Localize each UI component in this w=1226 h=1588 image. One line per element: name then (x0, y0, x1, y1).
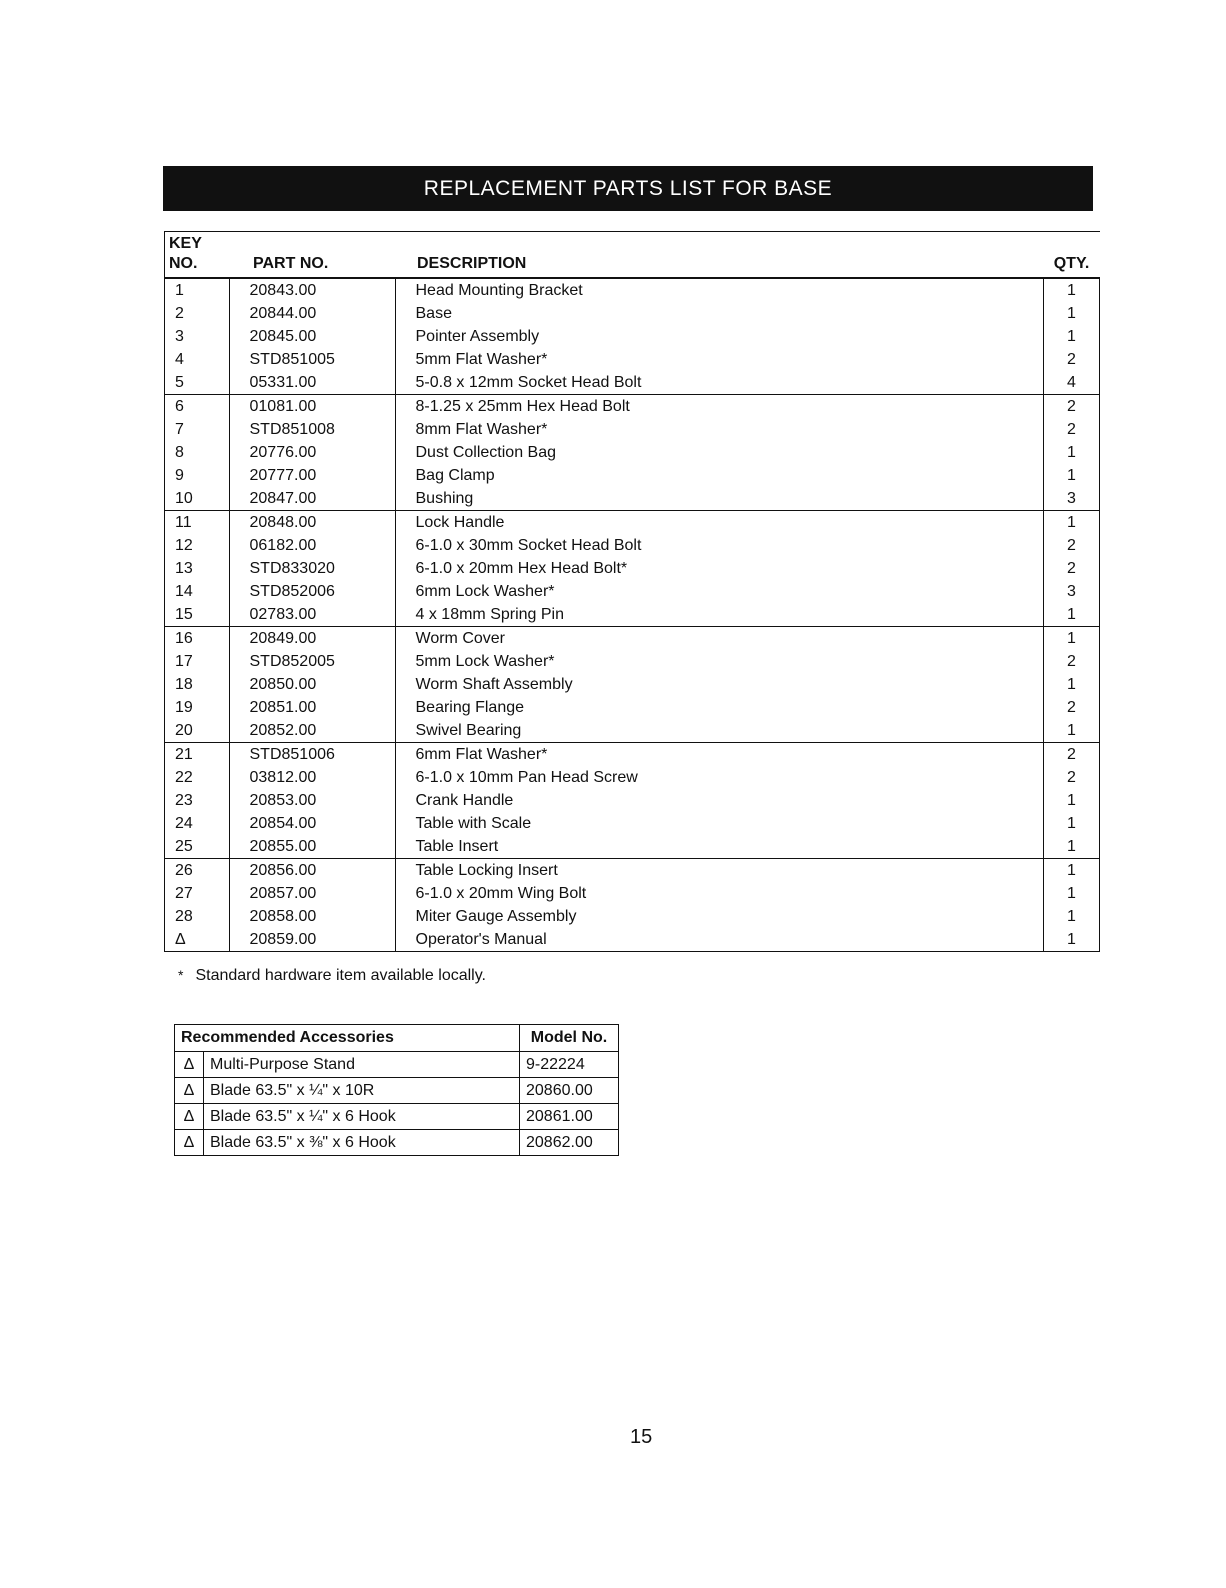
accessory-row (175, 1052, 619, 1078)
part-no-cell: 20859.00 (229, 928, 395, 952)
description-cell: Bushing (395, 487, 1044, 511)
qty-header: QTY. (1044, 232, 1100, 279)
part-no-cell: 20845.00 (229, 325, 395, 348)
qty-cell: 1 (1044, 627, 1100, 651)
qty-cell: 1 (1044, 603, 1100, 627)
description-cell: 5mm Lock Washer* (395, 650, 1044, 673)
accessory-row (175, 1130, 619, 1156)
qty-cell: 1 (1044, 464, 1100, 487)
parts-table-row (165, 835, 1100, 859)
parts-table-row (165, 603, 1100, 627)
description-cell: Base (395, 302, 1044, 325)
key-no-cell: 1 (165, 278, 230, 302)
key-no-cell: 7 (165, 418, 230, 441)
parts-table-row (165, 905, 1100, 928)
description-cell: 6mm Flat Washer* (395, 743, 1044, 767)
description-header: DESCRIPTION (395, 232, 1044, 279)
qty-cell: 4 (1044, 371, 1100, 395)
key-no-cell: 2 (165, 302, 230, 325)
accessory-row (175, 1104, 619, 1130)
description-cell: 6-1.0 x 30mm Socket Head Bolt (395, 534, 1044, 557)
page-number: 15 (630, 1426, 653, 1448)
parts-table-row (165, 371, 1100, 395)
part-no-cell: 20857.00 (229, 882, 395, 905)
part-no-cell: STD833020 (229, 557, 395, 580)
accessory-model-no: 20860.00 (520, 1078, 619, 1104)
description-cell: Crank Handle (395, 789, 1044, 812)
description-cell: 6-1.0 x 10mm Pan Head Screw (395, 766, 1044, 789)
part-no-cell: STD852005 (229, 650, 395, 673)
qty-cell: 1 (1044, 812, 1100, 835)
key-no-cell: 17 (165, 650, 230, 673)
qty-cell: 1 (1044, 673, 1100, 696)
accessory-description: Blade 63.5" x ⅜" x 6 Hook (204, 1130, 520, 1156)
part-no-cell: STD851006 (229, 743, 395, 767)
parts-table-row (165, 395, 1100, 419)
part-no-cell: 20776.00 (229, 441, 395, 464)
part-no-cell: 20843.00 (229, 278, 395, 302)
description-cell: 6-1.0 x 20mm Hex Head Bolt* (395, 557, 1044, 580)
qty-cell: 1 (1044, 325, 1100, 348)
accessory-description: Multi-Purpose Stand (204, 1052, 520, 1078)
part-no-cell: 20855.00 (229, 835, 395, 859)
qty-cell: 3 (1044, 580, 1100, 603)
qty-cell: 1 (1044, 511, 1100, 535)
qty-cell: 1 (1044, 835, 1100, 859)
key-no-cell: Δ (165, 928, 230, 952)
part-no-cell: 06182.00 (229, 534, 395, 557)
key-no-cell: 8 (165, 441, 230, 464)
part-no-cell: STD851008 (229, 418, 395, 441)
description-cell: 4 x 18mm Spring Pin (395, 603, 1044, 627)
key-no-header: KEY NO. (165, 232, 230, 279)
parts-table-row (165, 487, 1100, 511)
key-no-cell: 14 (165, 580, 230, 603)
qty-cell: 1 (1044, 905, 1100, 928)
qty-cell: 2 (1044, 348, 1100, 371)
parts-table-row (165, 766, 1100, 789)
part-no-cell: STD851005 (229, 348, 395, 371)
part-no-cell: 03812.00 (229, 766, 395, 789)
parts-table-row (165, 325, 1100, 348)
parts-table-body (165, 278, 1100, 952)
qty-cell: 1 (1044, 928, 1100, 952)
part-no-cell: 20850.00 (229, 673, 395, 696)
description-cell: Table Insert (395, 835, 1044, 859)
description-cell: 8mm Flat Washer* (395, 418, 1044, 441)
key-no-cell: 13 (165, 557, 230, 580)
parts-table-row (165, 302, 1100, 325)
key-no-cell: 18 (165, 673, 230, 696)
part-no-cell: 20849.00 (229, 627, 395, 651)
key-no-cell: 11 (165, 511, 230, 535)
page-title: REPLACEMENT PARTS LIST FOR BASE (163, 166, 1093, 211)
parts-table-row (165, 928, 1100, 952)
part-no-cell: 01081.00 (229, 395, 395, 419)
description-cell: Lock Handle (395, 511, 1044, 535)
qty-cell: 2 (1044, 418, 1100, 441)
part-no-cell: 20847.00 (229, 487, 395, 511)
part-no-cell: 20856.00 (229, 859, 395, 883)
description-cell: Bag Clamp (395, 464, 1044, 487)
part-no-cell: 20777.00 (229, 464, 395, 487)
description-cell: 8-1.25 x 25mm Hex Head Bolt (395, 395, 1044, 419)
accessory-row (175, 1078, 619, 1104)
accessories-model-header: Model No. (520, 1025, 619, 1052)
accessory-description: Blade 63.5" x ¼" x 10R (204, 1078, 520, 1104)
part-no-cell: 20852.00 (229, 719, 395, 743)
accessories-header (175, 1025, 619, 1052)
qty-cell: 2 (1044, 766, 1100, 789)
key-no-cell: 19 (165, 696, 230, 719)
qty-cell: 1 (1044, 302, 1100, 325)
key-no-cell: 26 (165, 859, 230, 883)
description-cell: Table with Scale (395, 812, 1044, 835)
parts-table-row (165, 650, 1100, 673)
key-no-cell: 27 (165, 882, 230, 905)
footnote (178, 967, 486, 985)
description-cell: 5mm Flat Washer* (395, 348, 1044, 371)
key-no-cell: 24 (165, 812, 230, 835)
description-cell: 5-0.8 x 12mm Socket Head Bolt (395, 371, 1044, 395)
qty-cell: 2 (1044, 557, 1100, 580)
parts-table-row (165, 812, 1100, 835)
accessories-table-body (175, 1052, 619, 1156)
qty-cell: 1 (1044, 789, 1100, 812)
description-cell: Table Locking Insert (395, 859, 1044, 883)
qty-cell: 1 (1044, 719, 1100, 743)
key-no-cell: 22 (165, 766, 230, 789)
qty-cell: 2 (1044, 534, 1100, 557)
key-no-cell: 16 (165, 627, 230, 651)
accessories-desc-header: Recommended Accessories (175, 1025, 520, 1052)
key-no-cell: 21 (165, 743, 230, 767)
part-no-cell: 20851.00 (229, 696, 395, 719)
qty-cell: 2 (1044, 650, 1100, 673)
parts-table-row (165, 511, 1100, 535)
part-no-cell: 20858.00 (229, 905, 395, 928)
accessory-description: Blade 63.5" x ¼" x 6 Hook (204, 1104, 520, 1130)
description-cell: Swivel Bearing (395, 719, 1044, 743)
key-no-cell: 28 (165, 905, 230, 928)
key-no-cell: 6 (165, 395, 230, 419)
qty-cell: 2 (1044, 696, 1100, 719)
key-no-cell: 5 (165, 371, 230, 395)
description-cell: Operator's Manual (395, 928, 1044, 952)
accessory-model-no: 9-22224 (520, 1052, 619, 1078)
key-no-cell: 12 (165, 534, 230, 557)
accessory-model-no: 20862.00 (520, 1130, 619, 1156)
qty-cell: 2 (1044, 743, 1100, 767)
description-cell: Worm Shaft Assembly (395, 673, 1044, 696)
accessory-symbol: Δ (175, 1130, 204, 1156)
key-no-cell: 9 (165, 464, 230, 487)
accessory-symbol: Δ (175, 1078, 204, 1104)
description-cell: 6-1.0 x 20mm Wing Bolt (395, 882, 1044, 905)
part-no-cell: 05331.00 (229, 371, 395, 395)
part-no-cell: 20853.00 (229, 789, 395, 812)
parts-table-row (165, 534, 1100, 557)
parts-table-row (165, 580, 1100, 603)
part-no-cell: 02783.00 (229, 603, 395, 627)
footnote-mark: * (178, 967, 184, 983)
accessory-model-no: 20861.00 (520, 1104, 619, 1130)
part-no-cell: 20854.00 (229, 812, 395, 835)
part-no-cell: 20844.00 (229, 302, 395, 325)
description-cell: Pointer Assembly (395, 325, 1044, 348)
qty-cell: 1 (1044, 859, 1100, 883)
footnote-text: Standard hardware item available locally. (195, 967, 486, 984)
parts-table-header (165, 232, 1100, 279)
key-no-cell: 20 (165, 719, 230, 743)
qty-cell: 1 (1044, 882, 1100, 905)
parts-table-row (165, 464, 1100, 487)
parts-table-row (165, 859, 1100, 883)
parts-table-row (165, 743, 1100, 767)
accessories-table (174, 1024, 619, 1156)
accessory-symbol: Δ (175, 1052, 204, 1078)
key-no-cell: 4 (165, 348, 230, 371)
description-cell: Bearing Flange (395, 696, 1044, 719)
description-cell: Miter Gauge Assembly (395, 905, 1044, 928)
parts-table-row (165, 557, 1100, 580)
parts-table-row (165, 673, 1100, 696)
qty-cell: 2 (1044, 395, 1100, 419)
description-cell: Dust Collection Bag (395, 441, 1044, 464)
parts-table-row (165, 882, 1100, 905)
key-no-cell: 3 (165, 325, 230, 348)
key-no-cell: 15 (165, 603, 230, 627)
description-cell: 6mm Lock Washer* (395, 580, 1044, 603)
parts-table-row (165, 278, 1100, 302)
key-no-cell: 23 (165, 789, 230, 812)
description-cell: Head Mounting Bracket (395, 278, 1044, 302)
parts-table-row (165, 696, 1100, 719)
parts-table-row (165, 627, 1100, 651)
part-no-cell: 20848.00 (229, 511, 395, 535)
part-no-cell: STD852006 (229, 580, 395, 603)
parts-table-row (165, 348, 1100, 371)
accessory-symbol: Δ (175, 1104, 204, 1130)
parts-table-row (165, 441, 1100, 464)
parts-table (164, 231, 1100, 952)
parts-table-row (165, 418, 1100, 441)
part-no-header: PART NO. (229, 232, 395, 279)
qty-cell: 1 (1044, 278, 1100, 302)
parts-table-row (165, 789, 1100, 812)
qty-cell: 3 (1044, 487, 1100, 511)
qty-cell: 1 (1044, 441, 1100, 464)
key-no-cell: 10 (165, 487, 230, 511)
description-cell: Worm Cover (395, 627, 1044, 651)
parts-table-row (165, 719, 1100, 743)
key-no-cell: 25 (165, 835, 230, 859)
